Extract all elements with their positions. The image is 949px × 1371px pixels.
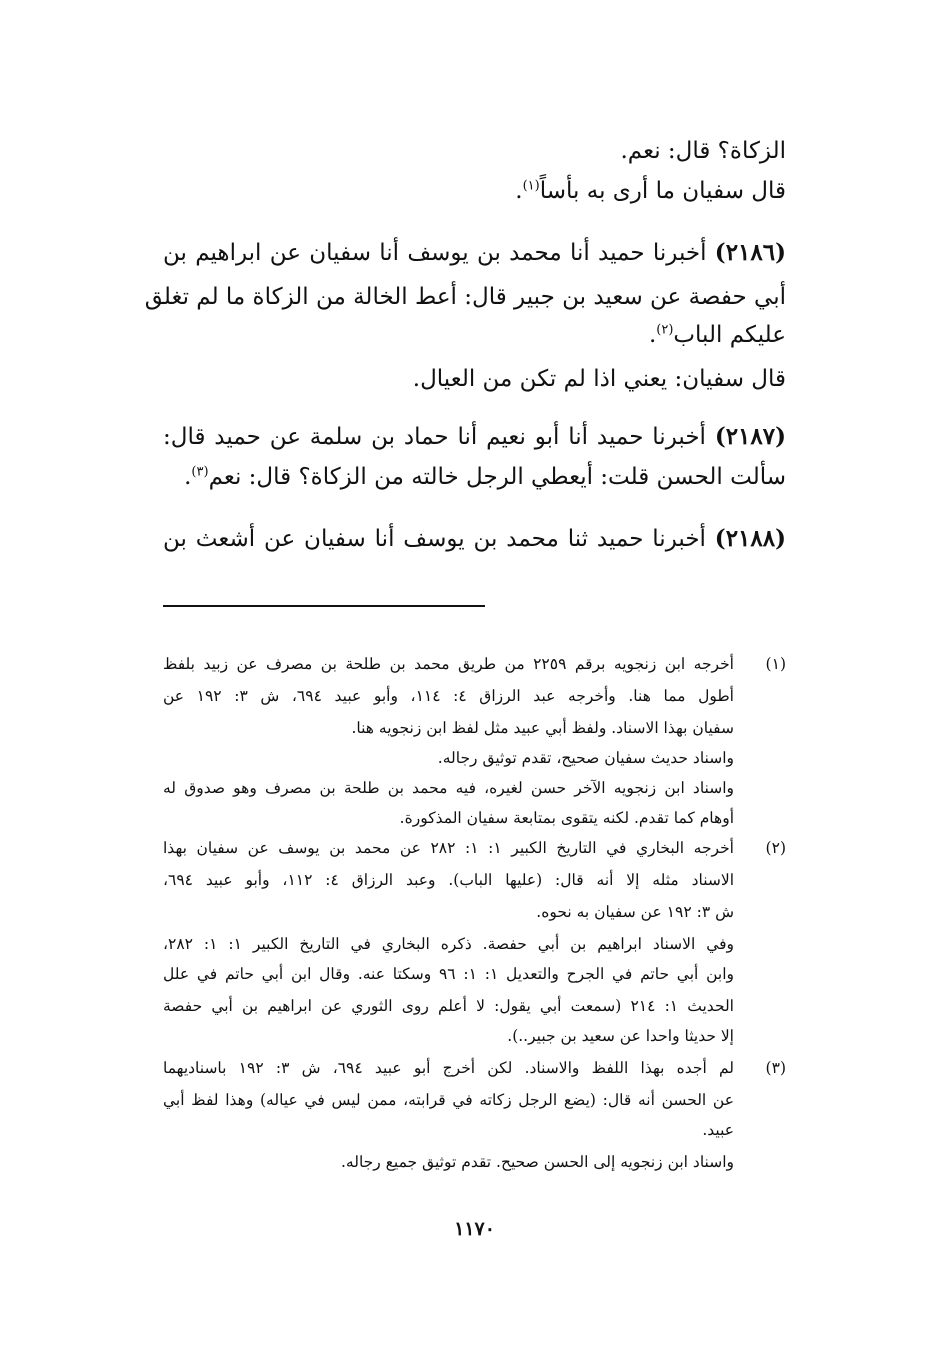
footnote-line: الحديث ١: ٢١٤ (سمعت أبي يقول: لا أعلم روى الثوري عن ابراهيم بن أبي حفصة <box>163 997 734 1015</box>
footnote-line: واسناد ابن زنجويه إلى الحسن صحيح. تقدم توثيق جميع رجاله. <box>340 1153 734 1171</box>
text-line: عليكم الباب$^{(٢)}$. <box>648 322 786 348</box>
footnote-line: أطول مما هنا. وأخرجه عبد الرزاق ٤: ١١٤، وأبو عبيد ٦٩٤، ش ٣: ١٩٢ عن <box>163 687 734 705</box>
footnote-line: أخرجه البخاري في التاريخ الكبير ١: ١: ٢٨٢ عن محمد بن يوسف عن سفيان بهذا <box>163 839 734 857</box>
page-number: ١١٧٠ <box>454 1218 495 1240</box>
footnote-line: الاسناد مثله إلا أنه قال: (عليها الباب). وعبد الرزاق ٤: ١١٢، وأبو عبيد ٦٩٤، <box>163 871 735 889</box>
footnote-mark: (٢) <box>765 839 786 857</box>
hadith-2188-line: (٢١٨٨) أخبرنا حميد ثنا محمد بن يوسف أنا سفيان عن أشعث بن <box>163 525 786 552</box>
footnote-line: واسناد حديث سفيان صحيح، تقدم توثيق رجاله. <box>437 749 734 767</box>
text-line: سألت الحسن قلت: أيعطي الرجل خالته من الزكاة؟ قال: نعم$^{(٣)}$. <box>184 464 786 490</box>
footnote-line: لم أجده بهذا اللفظ والاسناد. لكن أخرج أبو عبيد ٦٩٤، ش ٣: ١٩٢ باسناديهما <box>163 1059 734 1077</box>
footnote-line: وفي الاسناد ابراهيم بن أبي حفصة. ذكره البخاري في التاريخ الكبير ١: ١: ٢٨٢، <box>163 935 735 953</box>
hadith-number: (٢١٨٧) <box>714 423 787 450</box>
footnote-line: أخرجه ابن زنجويه برقم ٢٢٥٩ من طريق محمد بن طلحة بن مصرف عن زبيد بلفظ <box>163 655 734 673</box>
footnote-line: ش ٣: ١٩٢ عن سفيان به نحوه. <box>536 903 734 921</box>
footnote-mark: (١) <box>765 655 786 673</box>
footnote-line: أوهام كما تقدم. لكنه يتقوى بمتابعة سفيان المذكورة. <box>399 809 734 827</box>
text-line: قال سفيان: يعني اذا لم تكن من العيال. <box>412 366 786 392</box>
footnote-line: واسناد ابن زنجويه الآخر حسن لغيره، فيه محمد بن طلحة بن مصرف وهو صدوق له <box>163 779 734 797</box>
hadith-2187-line: (٢١٨٧) أخبرنا حميد أنا أبو نعيم أنا حماد بن سلمة عن حميد قال: <box>163 423 787 450</box>
text-line: أبي حفصة عن سعيد بن جبير قال: أعط الخالة من الزكاة ما لم تغلق <box>144 284 786 310</box>
hadith-number: (٢١٨٨) <box>714 525 786 552</box>
text-line: قال سفيان ما أرى به بأساً$^{(١)}$. <box>515 178 786 204</box>
footnote-line: سفيان بهذا الاسناد. ولفظ أبي عبيد مثل لفظ ابن زنجويه هنا. <box>351 719 734 737</box>
footnote-ref: (٢) <box>656 322 674 338</box>
hadith-2186-line: (٢١٨٦) أخبرنا حميد أنا محمد بن يوسف أنا سفيان عن ابراهيم بن <box>163 239 786 266</box>
footnote-ref: (٣) <box>191 464 209 480</box>
hadith-number: (٢١٨٦) <box>714 239 786 266</box>
footnote-line: وابن أبي حاتم في الجرح والتعديل ١: ١: ٩٦ وسكتا عنه. وقال ابن أبي حاتم في علل <box>163 965 735 983</box>
footnote-line: عن الحسن أنه قال: (يضع الرجل زكاته في قرابته، ممن ليس في عياله) وهذا لفظ أبي <box>163 1091 734 1109</box>
footnote-mark: (٣) <box>765 1059 786 1077</box>
text-line: الزكاة؟ قال: نعم. <box>620 138 786 164</box>
footnote-separator <box>163 605 485 607</box>
footnote-line: عبيد. <box>702 1121 734 1139</box>
footnote-line: إلا حديثا واحدا عن سعيد بن جبير..). <box>507 1027 734 1045</box>
footnote-ref: (١) <box>522 178 540 194</box>
